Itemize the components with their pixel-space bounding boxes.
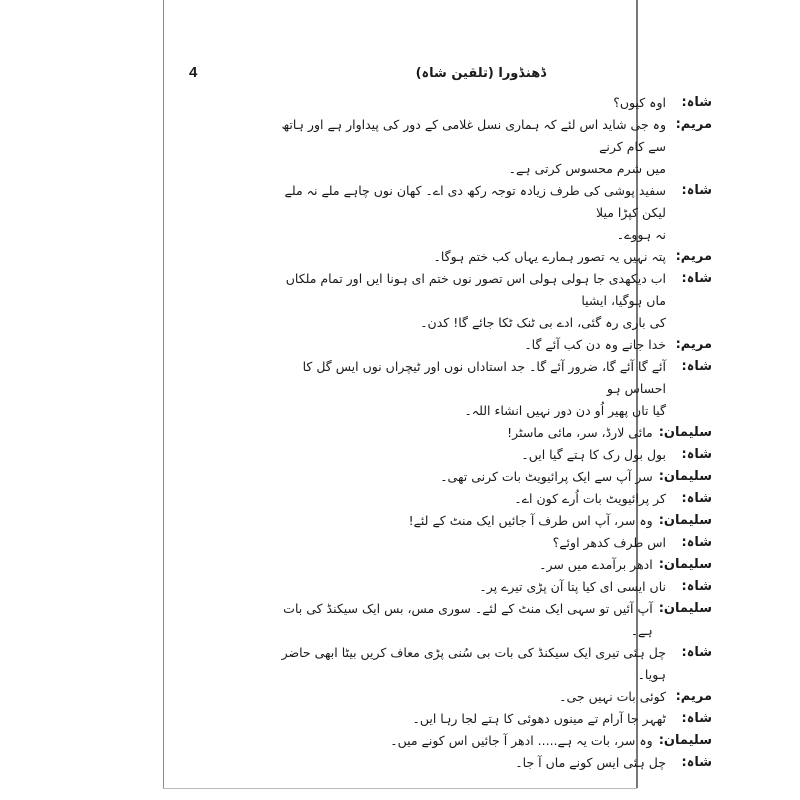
speech-text bbox=[272, 488, 672, 510]
speech-line: اوہ کیوں؟ bbox=[613, 95, 666, 110]
speech-line: چل ہئی ایس کونے ماں آ جا۔ bbox=[515, 755, 666, 770]
speech-line: خدا جانے وہ دن کب آئے گا۔ bbox=[524, 337, 666, 352]
dialogue-entry bbox=[272, 708, 712, 730]
dialogue-entry bbox=[272, 730, 712, 752]
speech-line: وہ سر، بات یہ ہے..... ادھر آ جائیں اس کونے میں۔ bbox=[390, 733, 653, 748]
speech-line: کوئی بات نہیں جی۔ bbox=[559, 689, 666, 704]
speech-line: سفید پوشی کی طرف زیادہ توجہ رکھ دی اے۔ کھان نوں چاہے ملے نہ ملے لیکن کپڑا میلا bbox=[284, 183, 666, 220]
dialogue-entry bbox=[272, 554, 712, 576]
dialogue-entry bbox=[272, 686, 712, 708]
dialogue-entry bbox=[272, 114, 712, 180]
speech-line: ادھر برآمدے میں سر۔ bbox=[539, 557, 653, 572]
speech-text bbox=[272, 334, 672, 356]
speech-text bbox=[272, 268, 672, 334]
speech-line: نہ ہووے۔ bbox=[616, 227, 666, 242]
speech-line: وہ سر، آپ اس طرف آ جائیں ایک منٹ کے لئے! bbox=[408, 513, 653, 528]
speaker-label: شاہ: bbox=[681, 95, 712, 110]
speech-line: آئے گا آئے گا، ضرور آئے گا۔ جد استاداں نوں اور ٹیچراں نوں ایس گل کا احساس ہو bbox=[302, 359, 666, 396]
speech-line: ٹھہر جا آرام تے مینوں دھوئی کا ہتے لجا رہا ایں۔ bbox=[412, 711, 666, 726]
speaker-label: سلیمان: bbox=[658, 513, 712, 528]
speaker-label: شاہ: bbox=[681, 447, 712, 462]
speaker-label: شاہ: bbox=[681, 271, 712, 286]
speech-line: پتہ نہیں یہ تصور ہمارے یہاں کب ختم ہوگا۔ bbox=[433, 249, 666, 264]
speech-line: میں شرم محسوس کرتی ہے۔ bbox=[508, 161, 666, 176]
speaker-label: شاہ: bbox=[681, 755, 712, 770]
speech-line: کی باری رہ گئی، ادے بی ٹنک ٹکا جائے گا! کدن۔ bbox=[420, 315, 666, 330]
dialogue-entry bbox=[272, 510, 712, 532]
speech-text bbox=[272, 246, 672, 268]
speech-text bbox=[272, 422, 659, 444]
page-number: 4 bbox=[189, 64, 198, 81]
speech-text bbox=[272, 532, 672, 554]
speech-line: مائی لارڈ، سر، مائی ماسٹر! bbox=[507, 425, 653, 440]
speaker-label: مریم: bbox=[675, 689, 712, 704]
speaker-label: سلیمان: bbox=[658, 733, 712, 748]
dialogue-entry bbox=[272, 246, 712, 268]
speech-text bbox=[272, 598, 659, 642]
dialogue-entry bbox=[272, 576, 712, 598]
speech-text bbox=[272, 576, 672, 598]
speaker-label: سلیمان: bbox=[658, 469, 712, 484]
speaker-label: شاہ: bbox=[681, 183, 712, 198]
dialogue-entry bbox=[272, 180, 712, 246]
speech-text bbox=[272, 686, 672, 708]
dialogue-entry bbox=[272, 532, 712, 554]
dialogue-entry bbox=[272, 466, 712, 488]
page-bottom-edge bbox=[163, 786, 637, 789]
speech-text bbox=[272, 356, 672, 422]
speech-line: اس طرف کدھر اوئے؟ bbox=[552, 535, 666, 550]
speaker-label: مریم: bbox=[675, 249, 712, 264]
speech-text bbox=[272, 510, 659, 532]
dialogue-entry bbox=[272, 642, 712, 686]
speaker-label: سلیمان: bbox=[658, 557, 712, 572]
speech-text bbox=[272, 92, 672, 114]
speaker-label: شاہ: bbox=[681, 711, 712, 726]
speaker-label: مریم: bbox=[675, 337, 712, 352]
speech-text bbox=[272, 642, 672, 686]
speech-line: گیا تاں پھیر اُو دن دور نہیں انشاء اللہ۔ bbox=[464, 403, 666, 418]
speaker-label: شاہ: bbox=[681, 579, 712, 594]
speech-text bbox=[272, 180, 672, 246]
speech-text bbox=[272, 708, 672, 730]
running-title: ڈھنڈورا (تلقین شاہ) bbox=[415, 66, 546, 81]
speech-text bbox=[272, 554, 659, 576]
speech-line: چل ہئی تیری ایک سیکنڈ کی بات بی سُنی پڑی معاف کریں بیٹا ابھی حاضر ہویا۔ bbox=[281, 645, 666, 682]
speech-line: وہ جی شاید اس لئے کہ ہماری نسل غلامی کے دور کی پیداوار ہے اور ہاتھ سے کام کرنے bbox=[281, 117, 666, 154]
speech-text bbox=[272, 114, 672, 180]
speaker-label: شاہ: bbox=[681, 359, 712, 374]
speech-line: اب دیکھدی جا ہولی ہولی اس تصور نوں ختم ای ہونا ایں اور تمام ملکاں ماں ہوگیا، ایشیا bbox=[285, 271, 666, 308]
speech-text bbox=[272, 752, 672, 774]
speaker-label: شاہ: bbox=[681, 491, 712, 506]
speaker-label: شاہ: bbox=[681, 535, 712, 550]
dialogue-entry bbox=[272, 752, 712, 774]
speech-text bbox=[272, 730, 659, 752]
speaker-label: سلیمان: bbox=[658, 601, 712, 616]
dialogue-entry bbox=[272, 356, 712, 422]
speaker-label: سلیمان: bbox=[658, 425, 712, 440]
dialogue-entry bbox=[272, 92, 712, 114]
dialogue-body bbox=[272, 92, 712, 774]
speech-line: آپ آئیں تو سہی ایک منٹ کے لئے۔ سوری مس، بس ایک سیکنڈ کی بات ہے۔ bbox=[283, 601, 653, 638]
dialogue-entry bbox=[272, 422, 712, 444]
dialogue-entry bbox=[272, 268, 712, 334]
dialogue-entry bbox=[272, 488, 712, 510]
speech-text bbox=[272, 444, 672, 466]
speaker-label: شاہ: bbox=[681, 645, 712, 660]
dialogue-entry bbox=[272, 598, 712, 642]
speech-line: سر آپ سے ایک پرائیویٹ بات کرنی تھی۔ bbox=[440, 469, 653, 484]
dialogue-entry bbox=[272, 334, 712, 356]
speech-text bbox=[272, 466, 659, 488]
dialogue-entry bbox=[272, 444, 712, 466]
speech-line: ناں ایسی ای کیا پتا آن پڑی تیرے پر۔ bbox=[479, 579, 666, 594]
speaker-label: مریم: bbox=[675, 117, 712, 132]
speech-line: بول بول رک کا ہتے گیا ایں۔ bbox=[521, 447, 666, 462]
speech-line: کر پرائیویٹ بات اُرے کون اے۔ bbox=[514, 491, 666, 506]
